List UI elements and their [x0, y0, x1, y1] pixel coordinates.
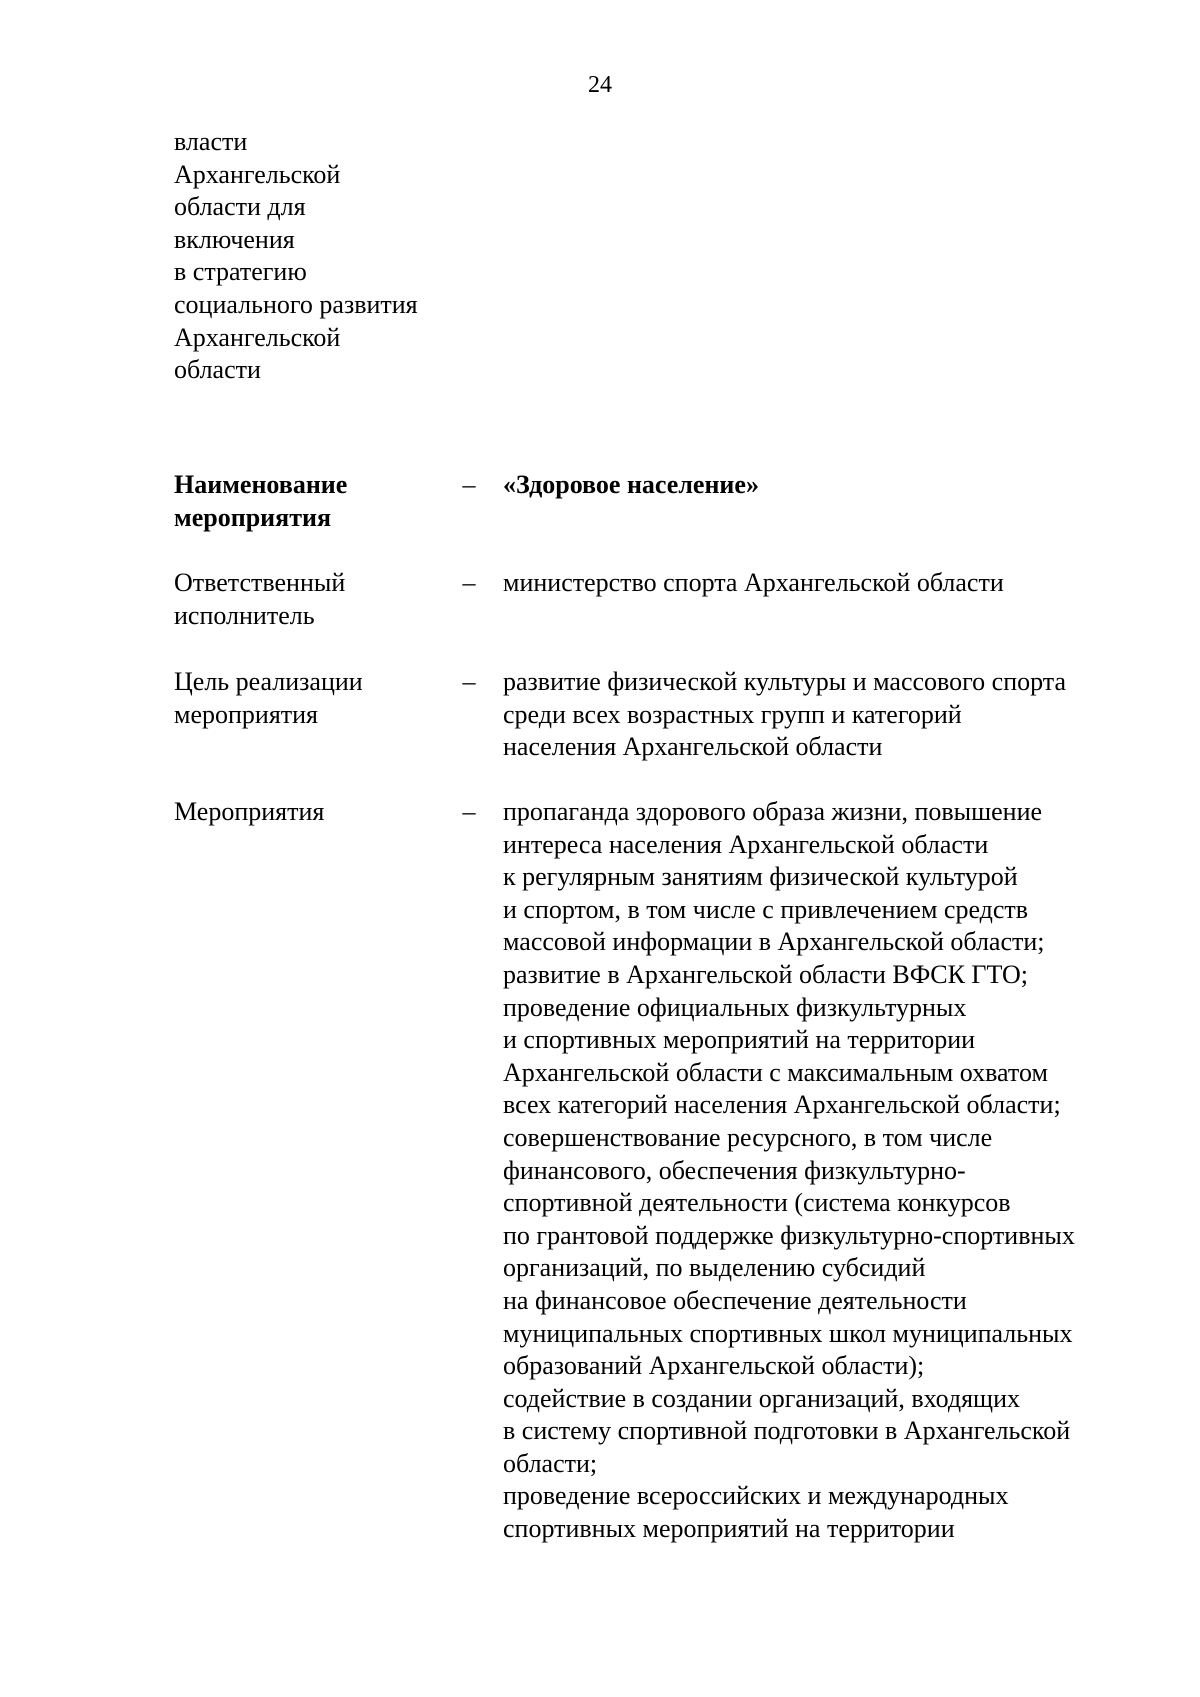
row-value-line: среди всех возрастных групп и категорий	[503, 699, 962, 729]
row-value-line: муниципальных спортивных школ муниципальных	[503, 1318, 1073, 1348]
row-value	[503, 567, 1163, 600]
row-value-line: области;	[503, 1448, 598, 1478]
intro-line: власти	[174, 127, 248, 156]
row-label-line: Ответственный	[174, 568, 346, 597]
row-label-line: мероприятия	[174, 699, 319, 729]
row-label-line: Мероприятия	[174, 797, 325, 826]
row-value-line: финансового, обеспечения физкультурно-	[503, 1155, 966, 1185]
intro-line: включения	[174, 224, 295, 254]
row-label-line: мероприятия	[174, 502, 332, 532]
row-value-line: содействие в создании организаций, входящих	[503, 1383, 1020, 1413]
row-label	[174, 567, 464, 632]
row-value-line: и спортом, в том числе с привлечением средств	[503, 894, 1029, 924]
row-value-line: населения Архангельской области	[503, 732, 883, 762]
row-value-line: организаций, по выделению субсидий	[503, 1253, 926, 1283]
row-value	[503, 666, 1163, 764]
row-value-line: проведение всероссийских и международных	[503, 1481, 1009, 1511]
row-value-line: к регулярным занятиям физической культурой	[503, 862, 1018, 892]
row-label-line: исполнитель	[174, 600, 315, 630]
intro-line: Архангельской	[174, 159, 341, 189]
row-label-line: Наименование	[174, 470, 348, 499]
row-value-line: спортивной деятельности (система конкурсов	[503, 1188, 1011, 1218]
row-value	[503, 469, 1163, 502]
row-value-line: «Здоровое население»	[503, 470, 759, 499]
row-dash: –	[462, 568, 476, 597]
intro-text-block	[174, 126, 494, 387]
row-value-line: развитие физической культуры и массового спорта	[503, 667, 1066, 696]
row-value-line: по грантовой поддержке физкультурно-спортивных	[503, 1220, 1075, 1250]
row-value-line: образований Архангельской области);	[503, 1351, 925, 1381]
row-dash: –	[462, 470, 476, 499]
row-dash: –	[462, 797, 476, 826]
row-value-line: на финансовое обеспечение деятельности	[503, 1285, 967, 1315]
row-value	[503, 796, 1163, 1546]
intro-line: социального развития	[174, 289, 418, 319]
row-label	[174, 469, 464, 534]
row-value-line: развитие в Архангельской области ВФСК ГТО;	[503, 959, 1028, 989]
row-value-line: пропаганда здорового образа жизни, повышение	[503, 797, 1043, 826]
row-value-line: всех категорий населения Архангельской области;	[503, 1090, 1061, 1120]
row-value-line: министерство спорта Архангельской области	[503, 568, 1004, 597]
row-value-line: в систему спортивной подготовки в Архангельской	[503, 1416, 1071, 1446]
row-value-line: интереса населения Архангельской области	[503, 829, 989, 859]
intro-line: области для	[174, 192, 306, 222]
intro-line: области	[174, 355, 261, 385]
row-value-line: и спортивных мероприятий на территории	[503, 1025, 976, 1055]
row-dash: –	[462, 667, 476, 696]
row-label	[174, 796, 464, 829]
row-value-line: Архангельской области с максимальным охватом	[503, 1057, 1048, 1087]
row-value-line: проведение официальных физкультурных	[503, 992, 967, 1022]
intro-line: Архангельской	[174, 322, 341, 352]
intro-line: в стратегию	[174, 257, 307, 287]
page-number: 24	[588, 72, 612, 98]
row-label-line: Цель реализации	[174, 667, 363, 696]
row-label	[174, 666, 464, 731]
row-value-line: массовой информации в Архангельской области;	[503, 927, 1045, 957]
row-value-line: спортивных мероприятий на территории	[503, 1514, 955, 1544]
row-value-line: совершенствование ресурсного, в том числе	[503, 1122, 993, 1152]
